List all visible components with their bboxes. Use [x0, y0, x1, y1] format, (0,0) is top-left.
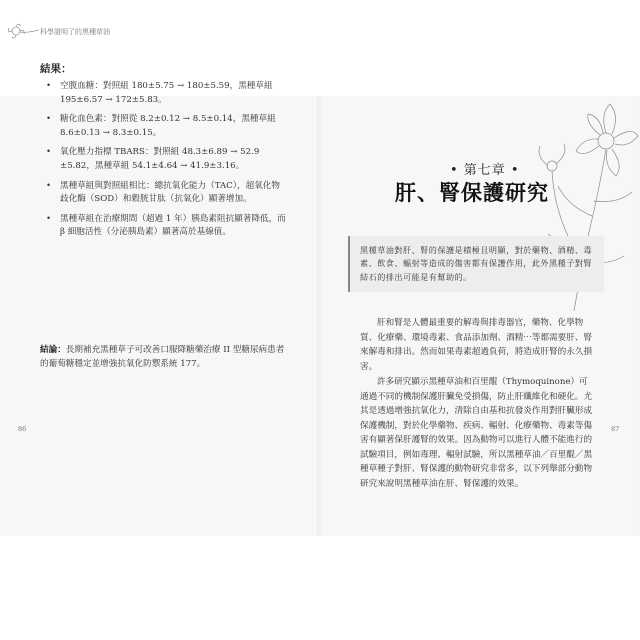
body-paragraph: 肝和腎是人體最重要的解毒與排毒器官，藥物、化學物質、化療藥、環境毒素、食品添加劑、酒精⋯等都需要肝、腎來解毒和排出。然而如果毒素超過負荷，將造成肝腎的永久損害。 — [360, 318, 593, 372]
page-number-right: 87 — [611, 425, 620, 433]
list-item: • 黑種草組在治療期間（超過 1 年）胰島素阻抗顯著降低，而 β 細胞活性（分泌胰島素）顯著高於基線值。 — [46, 213, 286, 240]
book-gutter — [317, 96, 323, 536]
results-list — [46, 80, 286, 246]
body-paragraph: 許多研究顯示黑種草油和百里醌（Thymoquinone）可通過不同的機制保護肝臟免受損傷，防止肝纖維化和硬化。尤其是透過增強抗氧化力，清除自由基和抗發炎作用對肝臟形成保護機制，對於化學藥物、疾病、輻射、化療藥物、毒素等傷害有顯著保肝護腎的效果。因為動物可以進行人體不能進行的試驗項目，例如毒理、輻射試驗，所以黑種草油／百里醌／黑種草種子對肝、腎保護的動物研究非常多，以下列舉部分動物研究來說明黑種草油在肝、腎保護的效果。 — [360, 377, 593, 489]
list-item: • 空腹血糖：對照組 180±5.75 → 180±5.59，黑種草組 195±6.57 → 172±5.83。 — [46, 80, 286, 107]
conclusion-label: 結論： — [40, 345, 66, 355]
conclusion — [40, 344, 290, 371]
list-item: • 黑種草組與對照組相比：總抗氧化能力（TAC），超氧化物歧化酶（SOD）和穀胱甘肽（抗氧化）顯著增加。 — [46, 180, 286, 207]
header-flower-icon — [6, 20, 40, 42]
chapter-title: 肝、腎保護研究 — [395, 180, 549, 205]
list-item: • 糖化血色素：對照從 8.2±0.12 → 8.5±0.14，黑種草組 8.6±0.13 → 8.3±0.15。 — [46, 113, 286, 140]
page-number-left: 86 — [18, 425, 27, 433]
results-heading: 結果： — [40, 63, 72, 75]
running-header — [40, 27, 110, 37]
running-header-title: 科學證明了的黑種草油 — [40, 28, 110, 36]
chapter-summary: 黑種草油對肝、腎的保護是積極且明顯，對於藥物、酒精、毒素、飲食、輻射等造成的傷害都有保護作用，此外黑種子對腎結石的排出可能是有幫助的。 — [348, 236, 604, 292]
conclusion-text: 長期補充黑種草子可改善口服降糖藥治療 II 型糖尿病患者的葡萄糖穩定並增強抗氧化防禦系統 177。 — [40, 345, 285, 369]
chapter-label: • 第七章 • — [450, 163, 520, 178]
list-item: • 氧化壓力指標 TBARS：對照組 48.3±6.89 → 52.9 ±5.82，黑種草組 54.1±4.64 → 41.9±3.16。 — [46, 146, 286, 173]
